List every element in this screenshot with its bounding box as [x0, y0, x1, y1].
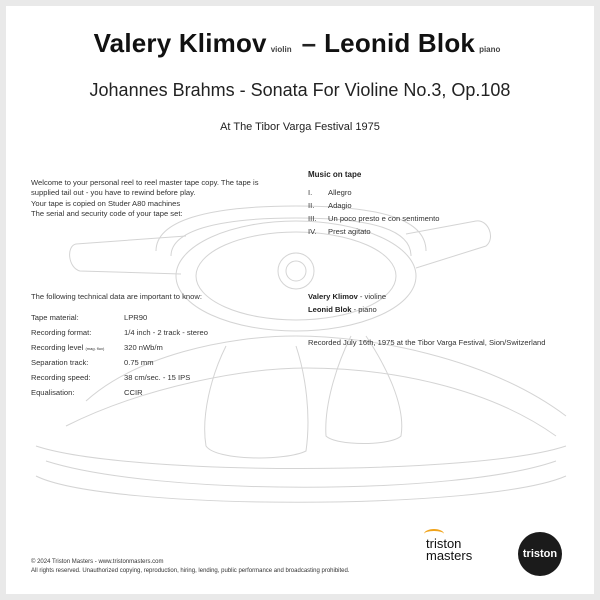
artist-piano-role: piano: [479, 45, 501, 54]
intro-line: supplied tail out - you have to rewind before play.: [31, 188, 196, 198]
tech-key: Equalisation:: [31, 387, 75, 397]
venue-line: At The Tibor Varga Festival 1975: [220, 121, 380, 133]
movement-item: [308, 199, 578, 212]
tech-value: CCIR: [124, 388, 143, 398]
movement-number: I.: [308, 187, 313, 197]
tech-row: [31, 326, 301, 341]
artist-violin-name: Valery Klimov: [93, 28, 267, 58]
performer-name: Leonid Blok: [308, 305, 352, 314]
performer-role: - violine: [357, 292, 387, 301]
tech-data-table: [31, 311, 301, 401]
tech-row: [31, 341, 301, 356]
tech-data-intro: The following technical data are important to know:: [31, 292, 202, 301]
performer-role: - piano: [351, 305, 377, 314]
tape-insert-card: [6, 6, 594, 594]
logo-text-line2: masters: [426, 548, 473, 563]
movement-item: [308, 212, 578, 225]
artist-violin-role: violin: [270, 45, 292, 54]
performer-item: [308, 292, 386, 305]
copyright-line: © 2024 Triston Masters - www.tristonmasters.com: [31, 559, 164, 565]
tech-key: Tape material:: [31, 312, 79, 322]
intro-line: Welcome to your personal reel to reel master tape copy. The tape is: [31, 178, 259, 187]
recording-note: Recorded July 16th, 1975 at the Tibor Varga Festival, Sion/Switzerland: [308, 338, 546, 347]
movement-item: [308, 225, 578, 238]
tech-key: Recording level (mag. flux): [31, 342, 105, 352]
footer: [31, 558, 350, 576]
tech-key: Recording speed:: [31, 372, 91, 382]
tech-row: [31, 371, 301, 386]
header-dash: –: [301, 28, 317, 58]
music-title: Music on tape: [308, 170, 362, 179]
tech-row: [31, 356, 301, 371]
movement-number: II.: [308, 200, 315, 210]
movement-name: Prest agitato: [328, 226, 371, 236]
performer-name: Valery Klimov: [308, 292, 358, 301]
music-on-tape: [308, 170, 578, 238]
performers-list: [308, 292, 386, 318]
tech-value: 320 nWb/m: [124, 343, 163, 353]
movement-name: Adagio: [328, 200, 352, 210]
intro-line: The serial and security code of your tape set:: [31, 209, 183, 219]
tech-row: [31, 311, 301, 326]
movement-name: Allegro: [328, 187, 352, 197]
performer-item: [308, 305, 386, 318]
movement-item: [308, 186, 578, 199]
work-title: Johannes Brahms - Sonata For Violine No.3, Op.108: [89, 80, 511, 100]
tech-key: Separation track:: [31, 357, 89, 367]
artist-piano-name: Leonid Blok: [324, 28, 476, 58]
tech-key: Recording format:: [31, 327, 92, 337]
movement-number: IV.: [308, 226, 317, 236]
triston-circle-logo: [518, 532, 562, 576]
intro-text: [31, 178, 291, 220]
tech-value: 1/4 inch - 2 track - stereo: [124, 328, 208, 338]
tech-row: [31, 386, 301, 401]
intro-line: Your tape is copied on Studer A80 machines: [31, 198, 181, 208]
tech-value: LPR90: [124, 313, 148, 323]
movement-name: Un poco presto e con sentimento: [328, 213, 440, 223]
logo-arc-icon: [424, 529, 444, 539]
header: [6, 28, 594, 59]
tech-value: 38 cm/sec. - 15 IPS: [124, 373, 191, 383]
circle-logo-text: triston: [522, 548, 558, 560]
rights-line: All rights reserved. Unauthorized copying, reproduction, hiring, lending, public performance and broadcasting prohibited.: [31, 568, 350, 574]
logo-text-line1: triston: [426, 536, 462, 551]
triston-masters-logo: [426, 538, 472, 562]
tech-value: 0.75 mm: [124, 358, 154, 368]
movement-number: III.: [308, 213, 317, 223]
